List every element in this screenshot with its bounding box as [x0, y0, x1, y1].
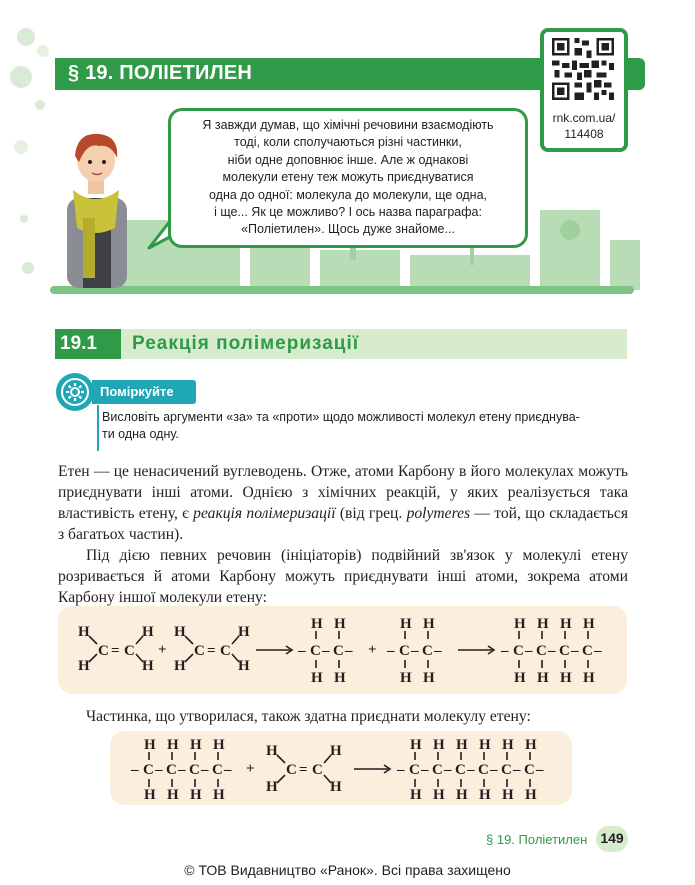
svg-text:–: –: [434, 643, 442, 659]
equation-1: [58, 606, 627, 694]
svg-text:H: H: [433, 787, 445, 803]
svg-text:H: H: [423, 616, 435, 632]
svg-text:C: C: [513, 643, 524, 659]
ethene-molecule: [78, 624, 154, 674]
svg-text:C: C: [98, 643, 109, 659]
svg-text:–: –: [548, 643, 556, 659]
svg-text:C: C: [310, 643, 321, 659]
svg-text:C: C: [143, 762, 154, 778]
svg-text:–: –: [513, 762, 521, 778]
svg-text:–: –: [131, 762, 139, 778]
ethene-molecule: [266, 743, 342, 795]
svg-text:–: –: [490, 762, 498, 778]
svg-text:C: C: [166, 762, 177, 778]
svg-text:H: H: [456, 737, 468, 753]
svg-text:C: C: [478, 762, 489, 778]
svg-text:C: C: [286, 762, 297, 778]
svg-text:H: H: [167, 737, 179, 753]
svg-text:H: H: [238, 658, 250, 674]
decor-bubble: [37, 45, 49, 57]
svg-text:C: C: [501, 762, 512, 778]
svg-text:H: H: [334, 616, 346, 632]
svg-text:H: H: [238, 624, 250, 640]
svg-text:H: H: [78, 624, 90, 640]
svg-text:H: H: [78, 658, 90, 674]
decor-bubble: [35, 100, 45, 110]
svg-text:H: H: [330, 743, 342, 759]
qr-code-icon[interactable]: [552, 38, 614, 100]
svg-text:H: H: [311, 616, 323, 632]
svg-text:H: H: [311, 670, 323, 686]
svg-text:H: H: [334, 670, 346, 686]
svg-text:C: C: [455, 762, 466, 778]
svg-text:H: H: [502, 787, 514, 803]
svg-text:H: H: [456, 787, 468, 803]
svg-text:H: H: [144, 737, 156, 753]
svg-text:H: H: [213, 787, 225, 803]
svg-text:–: –: [594, 643, 602, 659]
svg-text:–: –: [571, 643, 579, 659]
svg-text:H: H: [583, 616, 595, 632]
paragraph-ethene: Етен — це ненасичений вуглеводень. Отже, атоми Карбону в його молекулах можуть приєднувати інші атоми. Однією з хімічних реакцій, у яких реалізується така властивість етену, є реакція полімеризації (від грец. polymeres — той, що складається з багатьох частин).: [58, 463, 628, 543]
svg-text:H: H: [213, 737, 225, 753]
copyright-notice: © ТОВ Видавництво «Ранок». Всі права захищено: [184, 862, 511, 878]
paragraph-particle: Частинка, що утворилася, також здатна приєднати молекулу етену:: [86, 708, 531, 725]
svg-text:C: C: [212, 762, 223, 778]
page-number: 149: [600, 830, 624, 846]
svg-text:H: H: [479, 787, 491, 803]
lab-floor: [50, 286, 634, 294]
product-chain-6c: [396, 737, 544, 803]
page-title: § 19. ПОЛІЕТИЛЕН: [68, 62, 253, 84]
svg-text:C: C: [524, 762, 535, 778]
svg-text:H: H: [479, 737, 491, 753]
qr-url-text[interactable]: rnk.com.ua/ 114408: [552, 111, 616, 141]
svg-text:–: –: [387, 643, 395, 659]
svg-text:+: +: [246, 761, 255, 777]
svg-text:=: =: [207, 643, 216, 659]
svg-text:–: –: [322, 643, 330, 659]
svg-text:–: –: [155, 762, 163, 778]
svg-text:H: H: [400, 670, 412, 686]
svg-text:H: H: [502, 737, 514, 753]
svg-text:H: H: [583, 670, 595, 686]
svg-text:H: H: [514, 616, 526, 632]
svg-text:H: H: [330, 779, 342, 795]
section-number: 19.1: [60, 333, 97, 354]
equation-2: [110, 731, 572, 805]
svg-text:C: C: [194, 643, 205, 659]
svg-text:–: –: [536, 762, 544, 778]
svg-text:–: –: [298, 643, 306, 659]
gear-head-icon: [55, 372, 95, 412]
svg-text:C: C: [582, 643, 593, 659]
svg-text:C: C: [432, 762, 443, 778]
speech-bubble-text: Я завжди думав, що хімічні речовини взаємодіють тоді, коли сполучаються різні частинки, ніби одне доповнює інше. Але ж однакові молекули етену теж можуть приєднуватися одна до одної: молекула до молекули, ще одна, і ще... Як це можливо? І ось назва параграфа: «Поліетилен». Щось дуже знайоме...: [202, 118, 494, 237]
svg-text:H: H: [190, 737, 202, 753]
svg-text:H: H: [174, 624, 186, 640]
svg-text:H: H: [400, 616, 412, 632]
svg-text:–: –: [411, 643, 419, 659]
decor-bubble: [22, 262, 34, 274]
svg-text:H: H: [525, 787, 537, 803]
svg-text:C: C: [333, 643, 344, 659]
svg-text:–: –: [421, 762, 429, 778]
svg-text:H: H: [266, 743, 278, 759]
product-chain-4c: [500, 616, 602, 686]
svg-text:H: H: [410, 787, 422, 803]
svg-text:H: H: [266, 779, 278, 795]
svg-text:–: –: [467, 762, 475, 778]
svg-text:–: –: [178, 762, 186, 778]
decor-bubble: [20, 215, 28, 223]
svg-text:C: C: [422, 643, 433, 659]
svg-text:H: H: [174, 658, 186, 674]
svg-text:–: –: [501, 643, 509, 659]
svg-text:H: H: [167, 787, 179, 803]
svg-text:–: –: [525, 643, 533, 659]
svg-text:H: H: [560, 616, 572, 632]
svg-text:H: H: [537, 670, 549, 686]
svg-text:–: –: [444, 762, 452, 778]
svg-text:–: –: [224, 762, 232, 778]
svg-text:H: H: [433, 737, 445, 753]
svg-text:H: H: [190, 787, 202, 803]
svg-text:C: C: [536, 643, 547, 659]
svg-text:H: H: [144, 787, 156, 803]
decor-bubble: [14, 140, 28, 154]
svg-text:+: +: [368, 642, 377, 658]
svg-text:H: H: [423, 670, 435, 686]
reactant-chain-4c: [130, 737, 232, 803]
svg-text:H: H: [537, 616, 549, 632]
svg-text:C: C: [399, 643, 410, 659]
svg-text:C: C: [124, 643, 135, 659]
decor-bubble: [10, 66, 32, 88]
svg-text:H: H: [525, 737, 537, 753]
svg-text:C: C: [312, 762, 323, 778]
decor-bubble: [17, 28, 35, 46]
svg-text:C: C: [220, 643, 231, 659]
svg-text:H: H: [410, 737, 422, 753]
running-title: § 19. Поліетилен: [486, 832, 588, 847]
boy-character-illustration: [55, 128, 135, 288]
radical-fragment: [386, 616, 442, 686]
svg-text:C: C: [559, 643, 570, 659]
paragraph-initiators: Під дією певних речовин (ініціаторів) подвійний зв'язок у молекулі етену розривається й атоми Карбону можуть приєднувати інші атоми, зокрема атоми Карбону іншої молекули етену:: [58, 547, 628, 606]
think-label: Поміркуйте: [100, 384, 174, 399]
svg-text:–: –: [345, 643, 353, 659]
ethene-molecule: [174, 624, 250, 674]
svg-text:+: +: [158, 642, 167, 658]
svg-text:H: H: [142, 624, 154, 640]
svg-text:–: –: [201, 762, 209, 778]
think-task-text: Висловіть аргументи «за» та «проти» щодо можливості молекул етену приєднува- ти одна одну.: [102, 410, 580, 441]
section-title: Реакція полімеризації: [132, 333, 360, 354]
svg-text:H: H: [560, 670, 572, 686]
svg-text:C: C: [409, 762, 420, 778]
svg-text:–: –: [397, 762, 405, 778]
svg-text:=: =: [299, 762, 308, 778]
svg-text:H: H: [142, 658, 154, 674]
svg-text:=: =: [111, 643, 120, 659]
radical-fragment: [297, 616, 353, 686]
svg-text:H: H: [514, 670, 526, 686]
svg-text:C: C: [189, 762, 200, 778]
think-divider: [97, 405, 99, 451]
